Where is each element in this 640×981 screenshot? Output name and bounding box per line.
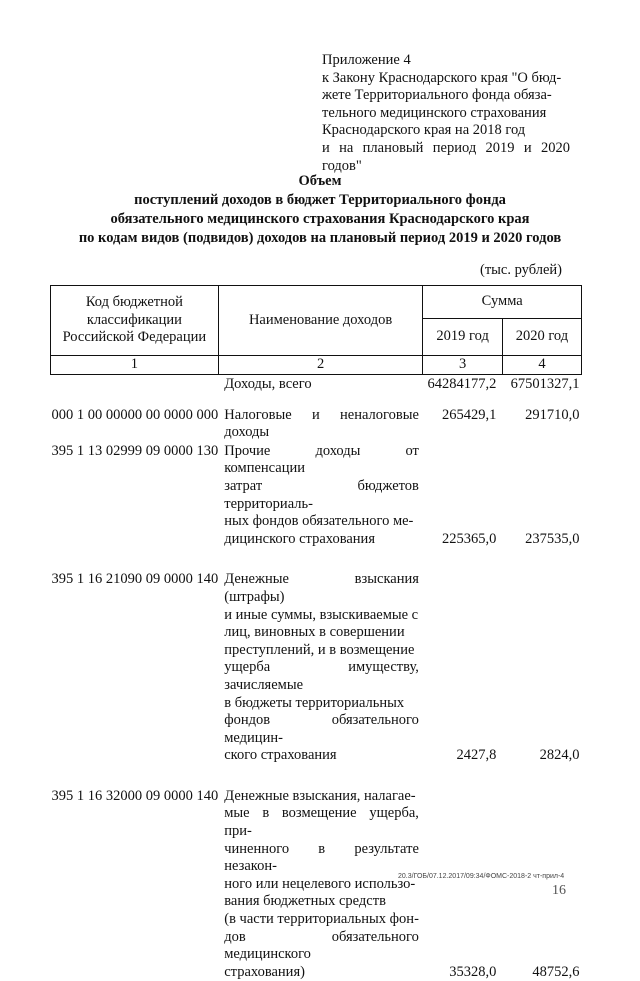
- document-heading: [60, 172, 580, 248]
- row-value-2019: 64284177,2: [427, 375, 497, 392]
- column-number: 4: [502, 356, 581, 375]
- row-name-line: преступлений, и в возмещение: [224, 641, 415, 658]
- row-value-2020: 291710,0: [525, 406, 580, 423]
- row-name: [218, 374, 423, 406]
- row-name-line: лиц, виновных в совершении: [224, 624, 405, 641]
- row-value-2019: 35328,0: [449, 963, 497, 980]
- row-value-2019: 265429,1: [442, 406, 497, 423]
- row-code: 395 1 16 21090 09 0000 140: [51, 571, 219, 588]
- document-stamp: 20.3/ГОБ/07.12.2017/09:34/ФОМС-2018-2 чт-прил-4: [398, 873, 565, 880]
- heading-line: поступлений доходов в бюджет Территориального фонда: [134, 192, 506, 208]
- row-code: 395 1 13 02999 09 0000 130: [51, 442, 219, 459]
- row-name-line: страхования): [224, 963, 305, 980]
- row-name-line: Денежные взыскания (штрафы): [224, 571, 419, 605]
- header-sum: Сумма: [423, 286, 582, 319]
- heading-line: по кодам видов (подвидов) доходов на плановый период 2019 и 2020 годов: [78, 230, 562, 246]
- column-number: 3: [423, 356, 502, 375]
- row-name-line: (в части территориальных фон-: [224, 911, 419, 928]
- heading-line: обязательного медицинского страхования Краснодарского края: [110, 211, 530, 227]
- header-name: Наименование доходов: [218, 286, 423, 356]
- row-value-2020: 237535,0: [525, 530, 580, 547]
- row-name-line: Налоговые и неналоговые доходы: [224, 406, 419, 441]
- header-code-line: Код бюджетной: [85, 294, 183, 311]
- page-number: 16: [552, 883, 566, 898]
- row-name-line: в бюджеты территориальных: [224, 694, 405, 711]
- row-name: [218, 570, 423, 787]
- row-name: [218, 406, 423, 442]
- row-value-2020: 48752,6: [532, 963, 580, 980]
- table-row: [51, 570, 582, 787]
- row-name-line: Доходы, всего: [224, 375, 312, 392]
- appendix-line: жете Территориального фонда обяза-: [322, 87, 552, 104]
- appendix-line: и на плановый период 2019 и 2020 годов": [322, 139, 570, 174]
- row-name-line: и иные суммы, взыскиваемые с: [224, 606, 419, 623]
- header-code-line: Российской Федерации: [62, 329, 207, 346]
- row-name-line: вания бюджетных средств: [224, 893, 386, 910]
- header-code: [51, 286, 219, 356]
- table-row: [51, 787, 582, 981]
- header-year-2019: 2019 год: [423, 319, 502, 356]
- table-row: [51, 442, 582, 571]
- row-name-line: ных фондов обязательного ме-: [224, 513, 414, 530]
- appendix-line: Краснодарского края на 2018 год: [322, 122, 526, 139]
- row-value-2020: 2824,0: [539, 747, 580, 764]
- table-row: [51, 406, 582, 442]
- appendix-line: к Закону Краснодарского края "О бюд-: [322, 69, 562, 86]
- row-name-line: фондов обязательного медицин-: [224, 712, 419, 746]
- row-name: [218, 442, 423, 571]
- row-value-2020: 67501327,1: [510, 375, 580, 392]
- row-value-2019: 225365,0: [442, 530, 497, 547]
- row-name: [218, 787, 423, 981]
- row-name-line: дов обязательного медицинского: [224, 928, 419, 963]
- column-number: 2: [218, 356, 423, 375]
- header-code-line: классификации: [86, 311, 182, 328]
- header-year-2020: 2020 год: [502, 319, 581, 356]
- row-value-2019: 2427,8: [456, 747, 497, 764]
- row-name-line: дицинского страхования: [224, 530, 375, 547]
- row-name-line: ного или нецелевого использо-: [224, 875, 416, 892]
- row-code: 395 1 16 32000 09 0000 140: [51, 787, 219, 804]
- row-name-line: затрат бюджетов территориаль-: [224, 477, 419, 512]
- units-label: (тыс. рублей): [480, 262, 562, 278]
- row-name-line: мые в возмещение ущерба, при-: [224, 805, 419, 840]
- row-name-line: чиненного в результате незакон-: [224, 840, 419, 875]
- appendix-line: тельного медицинского страхования: [322, 104, 547, 121]
- row-name-line: ущерба имуществу, зачисляемые: [224, 659, 419, 693]
- row-code: [51, 374, 219, 406]
- column-number: 1: [51, 356, 219, 375]
- appendix-title: Приложение 4: [322, 52, 411, 68]
- heading-line: Объем: [298, 173, 342, 189]
- row-name-line: ского страхования: [224, 747, 337, 764]
- appendix-block: [322, 52, 570, 175]
- row-name-line: Прочие доходы от компенсации: [224, 442, 419, 477]
- row-name-line: Денежные взыскания, налагае-: [224, 787, 416, 804]
- table-row: [51, 374, 582, 406]
- row-code: 000 1 00 00000 00 0000 000: [51, 406, 219, 423]
